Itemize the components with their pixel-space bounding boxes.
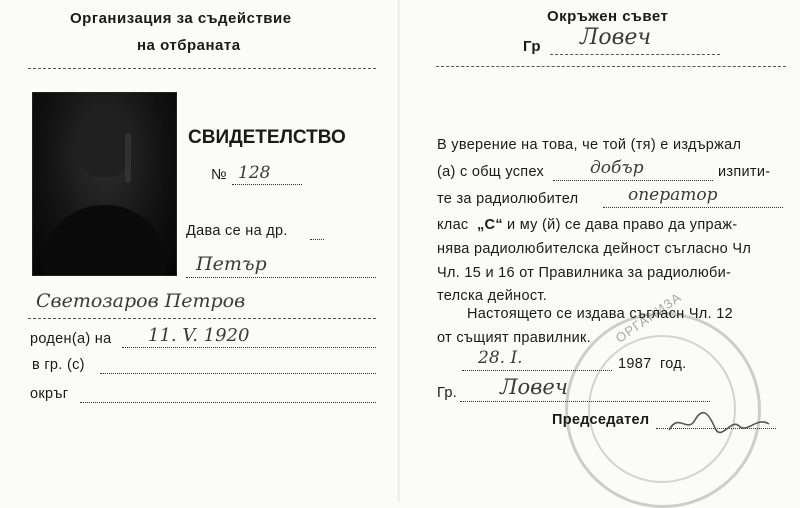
city-hand: Ловеч	[580, 25, 652, 50]
born-label: роден(а) на	[30, 331, 112, 347]
first-name-hand: Петър	[196, 253, 267, 275]
right-header-divider	[436, 66, 786, 67]
given-to-dots	[310, 239, 324, 240]
para-line-5: нява радиолюбителска дейност съгласно Чл	[437, 241, 752, 257]
header-divider	[28, 68, 376, 69]
date-line	[462, 370, 612, 371]
para-line-4b: и му (й) се дава право да упраж-	[507, 217, 738, 233]
city-prefix: Гр	[523, 38, 542, 55]
city-line-right	[460, 401, 710, 402]
para-line-2a: (а) с общ успех	[437, 164, 545, 180]
number-value: 128	[238, 163, 271, 183]
city-header-line	[550, 54, 720, 55]
para-line-1: В уверение на това, че той (тя) е издържал	[437, 137, 742, 153]
para-line-3a: те за радиолюбител	[437, 191, 579, 207]
class-value: „С“	[477, 217, 503, 233]
para-line-8: Настоящето се издава съгласн Чл. 12	[467, 306, 733, 322]
stamp-lettering: ОРГАНИЗА	[612, 289, 685, 346]
grade-line	[553, 180, 713, 181]
council-title: Окръжен съвет	[547, 8, 669, 25]
number-dotted-line	[232, 184, 302, 185]
full-name-hand: Светозаров Петров	[36, 290, 246, 312]
chairman-signature	[665, 408, 775, 438]
document-title: СВИДЕТЕЛСТВО	[188, 127, 346, 148]
grade-hand: добър	[590, 158, 644, 178]
date-hand: 28. I.	[478, 348, 523, 368]
para-line-4a: клас	[437, 217, 469, 233]
city-label-right: Гр.	[437, 385, 458, 401]
district-label: окръг	[30, 386, 69, 402]
left-page	[0, 0, 400, 502]
org-title-line2: на отбраната	[137, 37, 241, 54]
number-label: №	[211, 167, 227, 183]
city-line	[100, 373, 376, 374]
city-hand-right: Ловеч	[500, 375, 568, 399]
category-hand: оператор	[628, 185, 718, 205]
given-to-label: Дава се на др.	[186, 223, 288, 239]
para-line-6: Чл. 15 и 16 от Правилника за радиолюби-	[437, 265, 732, 281]
chairman-label: Председател	[552, 412, 650, 428]
city-label: в гр. (с)	[32, 357, 85, 373]
org-title-line1: Организация за съдействие	[70, 10, 292, 27]
year-value: 1987	[618, 356, 652, 372]
para-line-9: от същият правилник.	[437, 330, 592, 346]
category-line	[603, 207, 783, 208]
para-line-7: телска дейност.	[437, 288, 548, 304]
para-line-2b: изпити-	[718, 164, 771, 180]
born-line	[122, 347, 376, 348]
portrait-photo	[32, 92, 177, 276]
year-suffix: год.	[660, 356, 687, 372]
first-name-line	[186, 277, 376, 278]
born-date-hand: 11. V. 1920	[148, 325, 250, 346]
district-line	[80, 402, 376, 403]
full-name-line	[28, 318, 376, 319]
